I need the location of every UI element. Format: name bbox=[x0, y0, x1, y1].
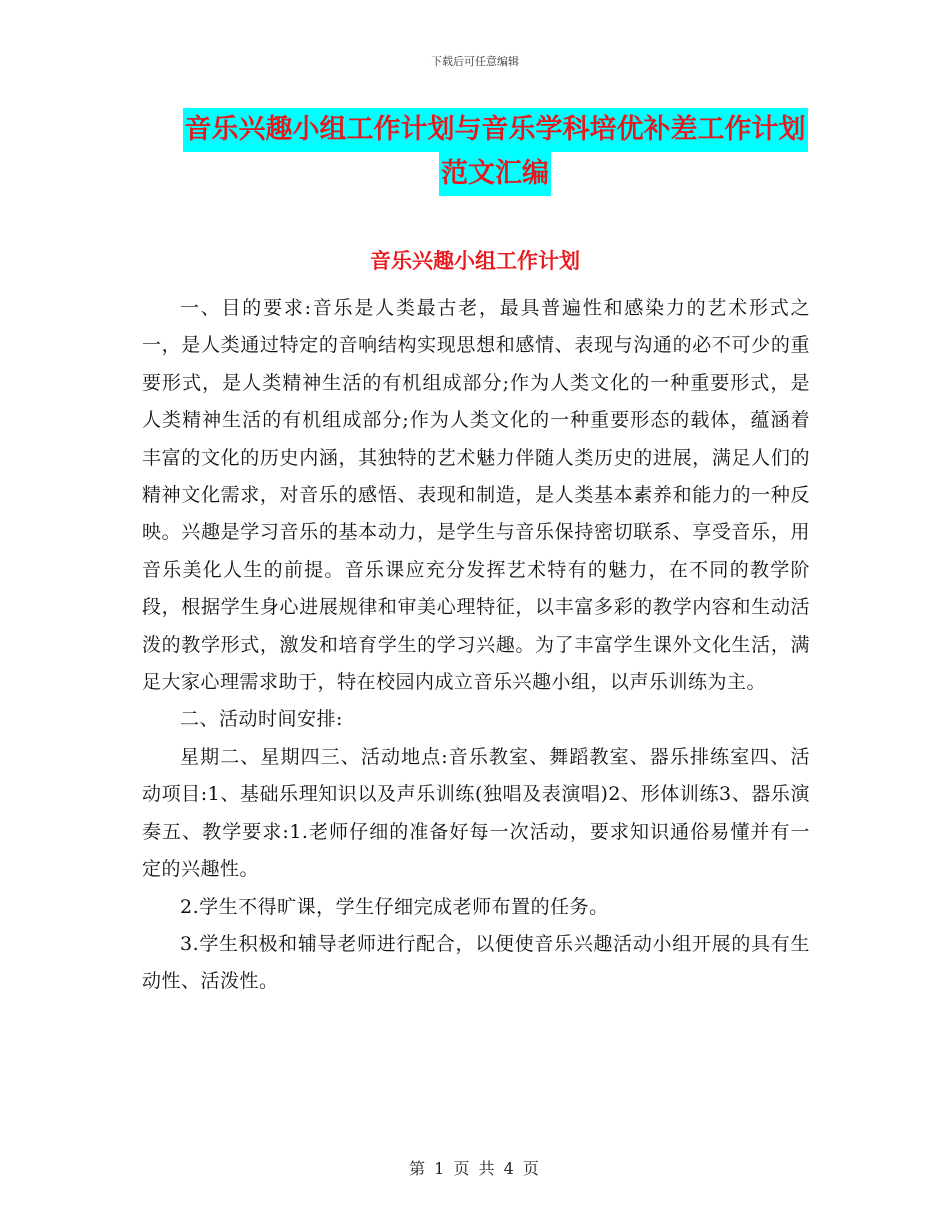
paragraph-requirement-2: 2.学生不得旷课，学生仔细完成老师布置的任务。 bbox=[180, 895, 609, 918]
paragraph-purpose: 一、目的要求:音乐是人类最古老，最具普遍性和感染力的艺术形式之一，是人类通过特定的音响结构实现思想和感情、表现与沟通的必不可少的重要形式，是人类精神生活的有机组成部分;作为人类文化的一种重要形式，是人类精神生活的有机组成部分;作为人类文化的一种重要形态的载体，蕴涵着丰富的文化的历史内涵，其独特的艺术魅力伴随人类历史的进展，满足人们的精神文化需求，对音乐的感悟、表现和制造，是人类基本素养和能力的一种反映。兴趣是学习音乐的基本动力，是学生与音乐保持密切联系、享受音乐，用音乐美化人生的前提。音乐课应充分发挥艺术特有的魅力，在不同的教学阶段，根据学生身心进展规律和审美心理特征，以丰富多彩的教学内容和生动活泼的教学形式，激发和培育学生的学习兴趣。为了丰富学生课外文化生活，满足大家心理需求助于，特在校园内成立音乐兴趣小组，以声乐训练为主。 bbox=[142, 297, 810, 694]
page-number-footer: 第 1 页 共 4 页 bbox=[409, 1159, 541, 1178]
document-title-line-2: 范文汇编 bbox=[439, 152, 551, 196]
page-header-note: 下载后可任意编辑 bbox=[431, 55, 519, 68]
paragraph-schedule-heading: 二、活动时间安排: bbox=[180, 708, 343, 731]
document-title-line-1: 音乐兴趣小组工作计划与音乐学科培优补差工作计划 bbox=[183, 108, 808, 152]
paragraph-requirement-3: 3.学生积极和辅导老师进行配合，以便使音乐兴趣活动小组开展的具有生动性、活泼性。 bbox=[142, 932, 810, 993]
paragraph-activities: 星期二、星期四三、活动地点:音乐教室、舞蹈教室、器乐排练室四、活动项目:1、基础乐理知识以及声乐训练(独唱及表演唱)2、形体训练3、器乐演奏五、教学要求:1.老师仔细的准备好每一次活动，要求知识通俗易懂并有一定的兴趣性。 bbox=[142, 745, 810, 881]
body-text bbox=[142, 290, 810, 1001]
section-heading: 音乐兴趣小组工作计划 bbox=[370, 249, 580, 273]
document-title bbox=[140, 108, 850, 196]
